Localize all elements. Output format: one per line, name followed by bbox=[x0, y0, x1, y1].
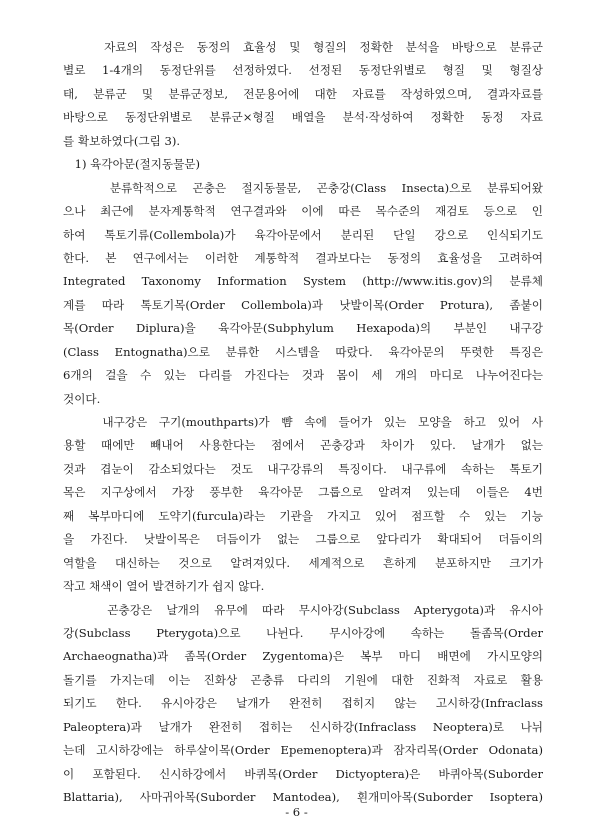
paragraph-line: 별로 1-4개의 동정단위를 선정하였다. 선정된 동정단위별로 형질 및 형질상 bbox=[63, 63, 543, 78]
paragraph-line: 계를 따라 톡토기목(Order Collembola)과 낫발이목(Order Protura), 좀붙이 bbox=[63, 297, 543, 312]
paragraph-line: 내구강은 구기(mouthparts)가 뺨 속에 들어가 있는 모양을 하고 있어 사 bbox=[63, 415, 543, 429]
paragraph-line: 를 확보하였다(그림 3). bbox=[63, 133, 181, 148]
paragraph-line: 곤충강은 날개의 유무에 따라 무시아강(Subclass Apterygota)과 유시아 bbox=[63, 602, 543, 617]
paragraph-line: 하여 톡토기류(Collembola)가 육각아문에서 분리된 단일 강으로 인식되기도 bbox=[63, 227, 543, 242]
paragraph-line: 으나 최근에 분자계통학적 연구결과와 이에 따른 목수준의 재검토 등으로 인 bbox=[63, 204, 543, 219]
paragraph-line: 자료의 작성은 동정의 효율성 및 형질의 정확한 분석을 바탕으로 분류군 bbox=[63, 40, 543, 54]
paragraph-line: (Class Entognatha)으로 분류한 시스템을 따랐다. 육각아문의 뚜렷한 특징은 bbox=[63, 344, 543, 359]
paragraph-line: 는데 고시하강에는 하루살이목(Order Epemenoptera)과 잠자리목(Order Odonata) bbox=[63, 743, 543, 758]
paragraph-line: Integrated Taxonomy Information System (http://www.itis.gov)의 분류체 bbox=[63, 274, 543, 289]
paragraph-line: 바탕으로 동정단위별로 분류군×형질 배열을 분석·작성하여 정확한 동정 자료 bbox=[63, 110, 543, 125]
page-number: - 6 - bbox=[285, 805, 308, 819]
paragraph-line: Paleoptera)과 날개가 완전히 접히는 신시하강(Infraclass Neoptera)로 나뉘 bbox=[63, 719, 543, 734]
paragraph-line: Blattaria), 사마귀아목(Suborder Mantodea), 흰개미아목(Suborder Isoptera) bbox=[63, 790, 543, 804]
section-heading: 1) 육각아문(절지동물문) bbox=[63, 157, 201, 172]
paragraph-line: 강(Subclass Pterygota)으로 나뉜다. 무시아강에 속하는 돌좀목(Order bbox=[63, 625, 543, 640]
paragraph-line: 한다. 본 연구에서는 이러한 계통학적 결과보다는 동정의 효율성을 고려하여 bbox=[63, 250, 543, 265]
paragraph-line: 분류학적으로 곤충은 절지동물문, 곤충강(Class Insecta)으로 분류되어왔 bbox=[63, 180, 543, 195]
paragraph-line: Archaeognatha)과 좀목(Order Zygentoma)은 복부 마디 배면에 가시모양의 bbox=[63, 649, 543, 664]
paragraph-line: 역할을 대신하는 것으로 알려져있다. 세계적으로 흔하게 분포하지만 크기가 bbox=[63, 555, 543, 570]
paragraph-line: 돌기를 가지는데 이는 진화상 곤충류 다리의 기원에 대한 진화적 자료로 활용 bbox=[63, 672, 543, 687]
paragraph-line: 6개의 걸을 수 있는 다리를 가진다는 것과 몸이 세 개의 마디로 나누어진다는 bbox=[63, 368, 543, 383]
paragraph-line: 째 복부마디에 도약기(furcula)라는 기관을 가지고 있어 점프할 수 있는 기능 bbox=[63, 508, 543, 523]
paragraph-line: 되기도 한다. 유시아강은 날개가 완전히 접히지 않는 고시하강(Infraclass bbox=[63, 696, 543, 711]
paragraph-line: 작고 채색이 열어 발견하기가 쉽지 않다. bbox=[63, 579, 265, 594]
paragraph-line: 을 가진다. 낫발이목은 더듬이가 없는 그룹으로 앞다리가 확대되어 더듬이의 bbox=[63, 532, 543, 547]
paragraph-line: 용할 때에만 빼내어 사용한다는 점에서 곤충강과 차이가 있다. 날개가 없는 bbox=[63, 438, 543, 453]
paragraph-line: 목은 지구상에서 가장 풍부한 육각아문 그룹으로 알려져 있는데 이들은 4번 bbox=[63, 485, 543, 500]
paragraph-line: 것과 겹눈이 감소되었다는 것도 내구강류의 특징이다. 내구류에 속하는 톡토기 bbox=[63, 461, 543, 476]
paragraph-line: 것이다. bbox=[63, 391, 101, 406]
paragraph-line: 태, 분류군 및 분류군정보, 전문용어에 대한 자료를 작성하였으며, 결과자료를 bbox=[63, 86, 543, 101]
paragraph-line: 목(Order Diplura)을 육각아문(Subphylum Hexapoda)의 부분인 내구강 bbox=[63, 321, 543, 336]
paragraph-line: 이 포함된다. 신시하강에서 바퀴목(Order Dictyoptera)은 바퀴아목(Suborder bbox=[63, 766, 543, 781]
